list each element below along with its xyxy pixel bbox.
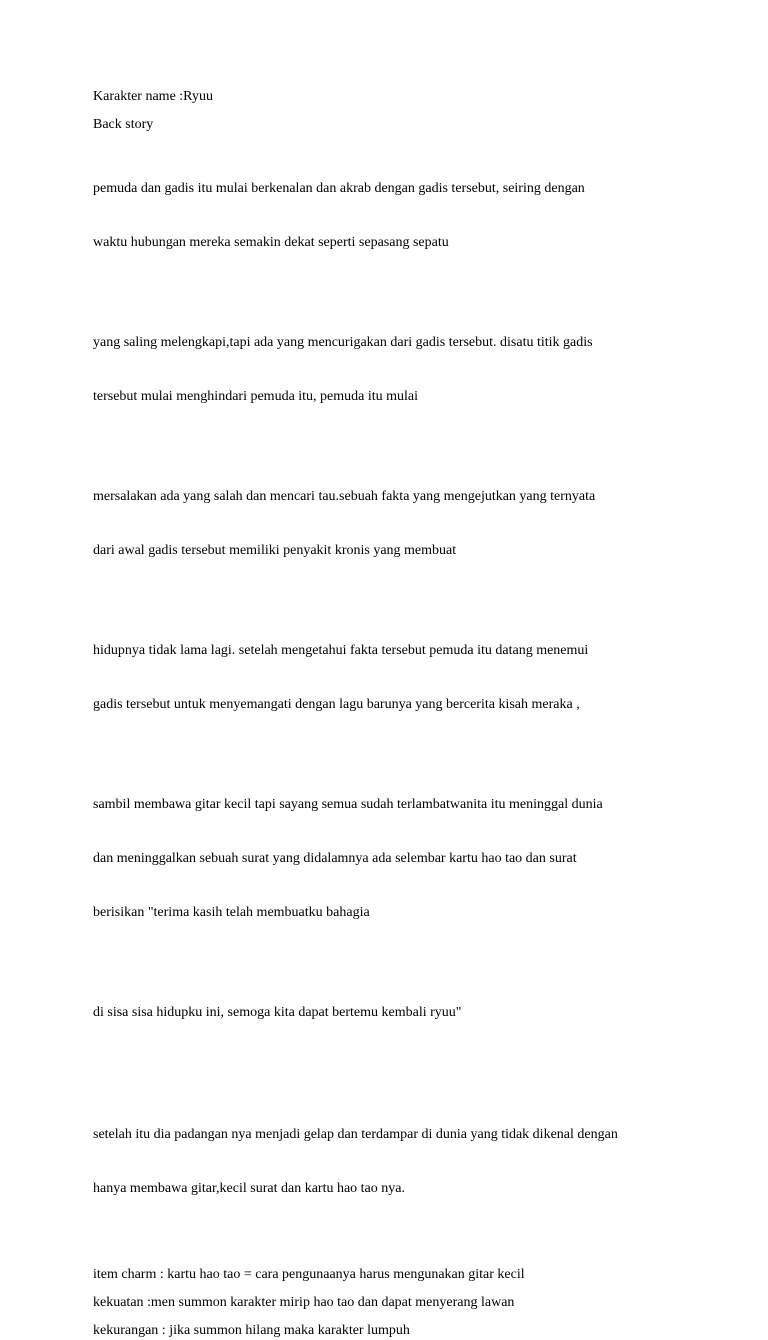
- text-line: dari awal gadis tersebut memiliki penyakit kronis yang membuat: [93, 543, 457, 558]
- text-line: pemuda dan gadis itu mulai berkenalan dan akrab dengan gadis tersebut, seiring dengan: [93, 181, 585, 196]
- text-line: hidupnya tidak lama lagi. setelah mengetahui fakta tersebut pemuda itu datang menemui: [93, 643, 589, 658]
- character-name: Karakter name :Ryuu: [93, 89, 213, 104]
- text-line: setelah itu dia padangan nya menjadi gelap dan terdampar di dunia yang tidak dikenal dengan: [93, 1127, 618, 1142]
- backstory-paragraph-3: [93, 452, 678, 596]
- text-line: mersalakan ada yang salah dan mencari tau.sebuah fakta yang mengejutkan yang ternyata: [93, 489, 596, 504]
- text-line: berisikan "terima kasih telah membuatku bahagia: [93, 905, 370, 920]
- text-line: hanya membawa gitar,kecil surat dan kartu hao tao nya.: [93, 1181, 405, 1196]
- backstory-paragraph-1: [93, 144, 678, 288]
- backstory-paragraph-6: [93, 968, 678, 1058]
- text-line: waktu hubungan mereka semakin dekat seperti sepasang sepatu: [93, 235, 449, 250]
- text-line: gadis tersebut untuk menyemangati dengan lagu barunya yang bercerita kisah meraka ,: [93, 697, 580, 712]
- item-charm: item charm : kartu hao tao = cara pengunaanya harus mengunakan gitar kecil: [93, 1267, 525, 1282]
- backstory-paragraph-2: [93, 298, 678, 442]
- text-line: tersebut mulai menghindari pemuda itu, pemuda itu mulai: [93, 389, 419, 404]
- kekuatan: kekuatan :men summon karakter mirip hao tao dan dapat menyerang lawan: [93, 1295, 515, 1310]
- backstory-paragraph-4: [93, 606, 678, 750]
- text-line: di sisa sisa hidupku ini, semoga kita dapat bertemu kembali ryuu": [93, 1005, 462, 1020]
- backstory-paragraph-5: [93, 760, 678, 958]
- text-line: sambil membawa gitar kecil tapi sayang semua sudah terlambatwanita itu meninggal dunia: [93, 797, 603, 812]
- backstory-heading: Back story: [93, 117, 154, 132]
- text-line: yang saling melengkapi,tapi ada yang mencurigakan dari gadis tersebut. disatu titik gadis: [93, 335, 593, 350]
- kekurangan: kekurangan : jika summon hilang maka karakter lumpuh: [93, 1323, 410, 1338]
- text-line: dan meninggalkan sebuah surat yang didalamnya ada selembar kartu hao tao dan surat: [93, 851, 577, 866]
- aftermath-paragraph: [93, 1090, 678, 1234]
